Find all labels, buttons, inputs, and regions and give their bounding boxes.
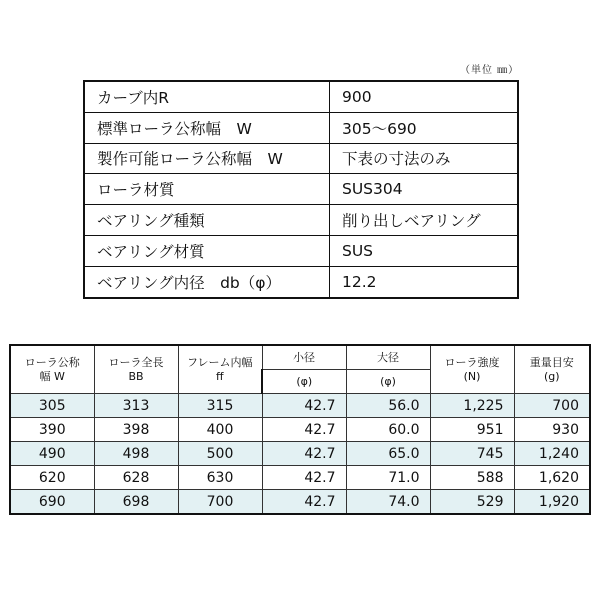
cell-overall-length: 398 xyxy=(94,418,178,442)
spec-label: カーブ内R xyxy=(84,81,330,112)
spec-label: ローラ材質 xyxy=(84,174,330,205)
spec-label: ベアリング材質 xyxy=(84,235,330,266)
header-roller-strength: ローラ強度 (N) xyxy=(430,345,514,394)
spec-row xyxy=(84,174,518,205)
cell-overall-length: 628 xyxy=(94,466,178,490)
spec-row xyxy=(84,81,518,112)
spec-value: 305〜690 xyxy=(330,112,519,143)
cell-weight: 930 xyxy=(514,418,590,442)
cell-overall-length: 698 xyxy=(94,490,178,515)
cell-frame-inner-width: 700 xyxy=(178,490,262,515)
header-overall-length: ローラ全長 BB xyxy=(94,345,178,394)
cell-roller-strength: 588 xyxy=(430,466,514,490)
cell-nominal-width: 620 xyxy=(10,466,94,490)
cell-large-diameter: 74.0 xyxy=(346,490,430,515)
spec-value: SUS xyxy=(330,235,519,266)
header-frame-inner-width: フレーム内幅 ff xyxy=(178,345,262,394)
table-row xyxy=(10,418,590,442)
spec-table xyxy=(83,80,519,299)
cell-overall-length: 498 xyxy=(94,442,178,466)
spec-row xyxy=(84,205,518,236)
cell-frame-inner-width: 630 xyxy=(178,466,262,490)
spec-value: 900 xyxy=(330,81,519,112)
cell-roller-strength: 1,225 xyxy=(430,394,514,418)
cell-small-diameter: 42.7 xyxy=(262,442,346,466)
header-weight: 重量目安 (g) xyxy=(514,345,590,394)
spec-row xyxy=(84,266,518,297)
spec-label: ベアリング内径 db（φ） xyxy=(84,266,330,297)
cell-nominal-width: 690 xyxy=(10,490,94,515)
cell-small-diameter: 42.7 xyxy=(262,490,346,515)
spec-label: 標準ローラ公称幅 W xyxy=(84,112,330,143)
cell-small-diameter: 42.7 xyxy=(262,394,346,418)
spec-row xyxy=(84,235,518,266)
spec-value: 削り出しベアリング xyxy=(330,205,519,236)
table-row xyxy=(10,490,590,515)
cell-weight: 1,240 xyxy=(514,442,590,466)
cell-small-diameter: 42.7 xyxy=(262,418,346,442)
unit-note: （単位 ㎜） xyxy=(460,65,520,76)
cell-frame-inner-width: 500 xyxy=(178,442,262,466)
cell-large-diameter: 56.0 xyxy=(346,394,430,418)
header-small-diameter-unit: (φ) xyxy=(262,370,346,394)
cell-large-diameter: 71.0 xyxy=(346,466,430,490)
cell-nominal-width: 305 xyxy=(10,394,94,418)
cell-roller-strength: 529 xyxy=(430,490,514,515)
table-row xyxy=(10,442,590,466)
spec-row xyxy=(84,143,518,174)
cell-large-diameter: 65.0 xyxy=(346,442,430,466)
cell-overall-length: 313 xyxy=(94,394,178,418)
cell-roller-strength: 745 xyxy=(430,442,514,466)
cell-frame-inner-width: 315 xyxy=(178,394,262,418)
cell-weight: 1,620 xyxy=(514,466,590,490)
header-large-diameter-unit: (φ) xyxy=(346,370,430,394)
cell-nominal-width: 490 xyxy=(10,442,94,466)
cell-frame-inner-width: 400 xyxy=(178,418,262,442)
spec-row xyxy=(84,112,518,143)
spec-label: 製作可能ローラ公称幅 W xyxy=(84,143,330,174)
spec-label: ベアリング種類 xyxy=(84,205,330,236)
header-nominal-width: ローラ公称 幅 W xyxy=(10,345,94,394)
dimension-table xyxy=(9,344,591,515)
cell-nominal-width: 390 xyxy=(10,418,94,442)
header-large-diameter: 大径 xyxy=(346,345,430,370)
table-row xyxy=(10,466,590,490)
cell-weight: 1,920 xyxy=(514,490,590,515)
cell-roller-strength: 951 xyxy=(430,418,514,442)
cell-weight: 700 xyxy=(514,394,590,418)
spec-value: 12.2 xyxy=(330,266,519,297)
cell-small-diameter: 42.7 xyxy=(262,466,346,490)
spec-value: 下表の寸法のみ xyxy=(330,143,519,174)
header-small-diameter: 小径 xyxy=(262,345,346,370)
cell-large-diameter: 60.0 xyxy=(346,418,430,442)
spec-value: SUS304 xyxy=(330,174,519,205)
table-row xyxy=(10,394,590,418)
